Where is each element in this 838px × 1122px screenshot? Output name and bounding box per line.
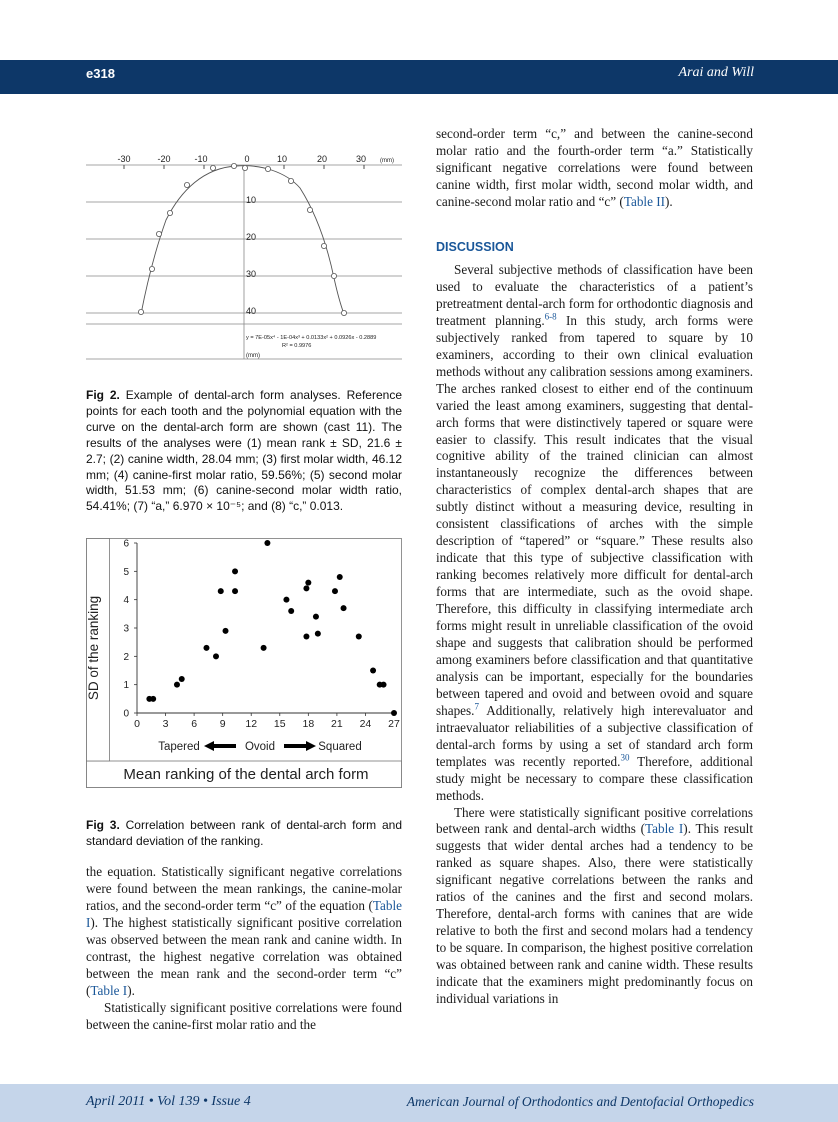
data-point bbox=[218, 588, 224, 594]
data-point bbox=[370, 668, 376, 674]
figure-2-caption-text: Example of dental-arch form analyses. Reference points for each tooth and the polynomial equation with the curve on the dental-arch form are shown (cast 11). The results of the analyses were (1) mean rank ± SD, 21.6 ± 2.7; (2) canine width, 28.04 mm; (3) first molar width, 46.12 mm; (4) canine-first molar ratio, 59.56%; (5) second molar width, 51.53 mm; (6) canine-second molar width ratio, 54.41%; (7) “a,” 6.970 × 10⁻⁵; and (8) “c,” 0.013. bbox=[86, 388, 402, 514]
table-reference[interactable]: Table I bbox=[90, 982, 128, 998]
arch-y-tick: 30 bbox=[246, 269, 257, 279]
arch-x-tick: -10 bbox=[194, 154, 208, 164]
data-point bbox=[381, 682, 387, 688]
table-reference[interactable]: Table II bbox=[623, 193, 666, 209]
x-tick-label: 12 bbox=[245, 718, 258, 730]
arch-reference-point bbox=[184, 182, 189, 187]
arch-x-unit: (mm) bbox=[380, 158, 394, 164]
data-point bbox=[223, 628, 229, 634]
data-point bbox=[337, 574, 343, 580]
arch-reference-point bbox=[210, 165, 215, 170]
x-tick-label: 21 bbox=[331, 718, 343, 730]
data-point bbox=[179, 676, 185, 682]
x-tick-label: 9 bbox=[219, 718, 226, 730]
arch-reference-point bbox=[307, 207, 312, 212]
arch-reference-point bbox=[288, 178, 293, 183]
arch-x-tick: -30 bbox=[117, 154, 131, 164]
data-point bbox=[264, 540, 270, 546]
data-point bbox=[213, 653, 219, 659]
left-paragraph-2: Statistically significant positive correlations were found between the canine-first molar ratio and the bbox=[86, 999, 402, 1032]
text-run: Therefore, additional study might be necessary to compare these classification methods. bbox=[436, 753, 753, 803]
citation[interactable]: 6-8 bbox=[544, 311, 557, 322]
x-tick-label: 6 bbox=[191, 718, 198, 730]
x-tick-label: 3 bbox=[162, 718, 169, 730]
data-point bbox=[174, 682, 180, 688]
data-point bbox=[332, 588, 338, 594]
arch-x-tick: -20 bbox=[157, 154, 171, 164]
figure-3-label: Fig 3. bbox=[86, 818, 120, 832]
issue-info: April 2011 • Vol 139 • Issue 4 bbox=[86, 1094, 251, 1109]
figure-3-caption bbox=[86, 818, 402, 850]
data-point bbox=[303, 585, 309, 591]
discussion-paragraph-2 bbox=[436, 805, 753, 1008]
data-point bbox=[203, 645, 209, 651]
data-point bbox=[305, 580, 311, 586]
data-point bbox=[261, 645, 267, 651]
arch-reference-point bbox=[231, 163, 236, 168]
right-paragraph-0 bbox=[436, 126, 753, 211]
arch-reference-point bbox=[149, 266, 154, 271]
data-point bbox=[232, 568, 238, 574]
polynomial-equation: y = 7E-05x⁴ - 1E-04x³ + 0.0133x² + 0.0926x - 0.2889 bbox=[246, 335, 377, 341]
data-point bbox=[391, 710, 397, 716]
text-run: Additionally, relatively high interevaluator and intraevaluator reliabilities of a subjective classification of dental-arch forms by using a set of standard arch form templates was recently reported. bbox=[436, 702, 753, 769]
data-point bbox=[356, 634, 362, 640]
left-column-body bbox=[86, 864, 402, 1034]
running-authors: Arai and Will bbox=[678, 65, 754, 80]
arch-form-svg bbox=[86, 128, 402, 360]
arch-y-tick: 20 bbox=[246, 232, 257, 242]
data-point bbox=[313, 614, 319, 620]
arch-reference-point bbox=[331, 273, 336, 278]
citation[interactable]: 7 bbox=[474, 701, 479, 712]
scale-label-squared: Squared bbox=[318, 741, 362, 753]
figure-3-caption-text: Correlation between rank of dental-arch form and standard deviation of the ranking. bbox=[86, 818, 402, 848]
text-run: ). bbox=[665, 193, 673, 209]
figure-2-arch-plot bbox=[86, 128, 402, 360]
arch-x-tick: 20 bbox=[316, 154, 328, 164]
figure-2-label: Fig 2. bbox=[86, 388, 120, 402]
discussion-paragraph-1 bbox=[436, 262, 753, 805]
citation[interactable]: 30 bbox=[620, 752, 630, 763]
scale-label-ovoid: Ovoid bbox=[244, 741, 276, 753]
arch-x-tick: 10 bbox=[276, 154, 288, 164]
figure-2-caption bbox=[86, 388, 402, 515]
running-header bbox=[0, 60, 838, 94]
right-column-top bbox=[436, 126, 753, 211]
text-run: There were statistically significant positive correlations between rank and dental-arch widths ( bbox=[436, 804, 753, 837]
arch-y-tick: 10 bbox=[246, 195, 257, 205]
text-run: ). This result suggests that wider dental arches had a tendency to be ranked as square shapes. Also, there were statistically significant negative correlations between the ranks and ratios of the canines and the first and second molars. Therefore, dental-arch forms with canines that are wide relative to both the first and second molars had a tendency to be square. In comparison, the highest positive correlation was obtained between rank and canine width. These results indicate that the examiners might predominantly focus on individual variations in bbox=[436, 821, 753, 1006]
journal-name: American Journal of Orthodontics and Dentofacial Orthopedics bbox=[406, 1094, 754, 1109]
arch-x-tick: 30 bbox=[355, 154, 367, 164]
left-paragraph-1 bbox=[86, 864, 402, 1000]
x-tick-label: 27 bbox=[388, 718, 400, 730]
text-run: Several subjective methods of classification have been used to evaluate the characteristics of a patient’s pretreatment dental-arch form for orthodontic diagnosis and treatment planning. bbox=[436, 262, 753, 328]
arch-reference-point bbox=[242, 165, 247, 170]
y-axis-label: SD of the ranking bbox=[86, 595, 101, 701]
y-tick-label: 5 bbox=[123, 566, 129, 578]
x-tick-label: 24 bbox=[359, 718, 372, 730]
arch-reference-point bbox=[167, 210, 172, 215]
data-point bbox=[150, 696, 156, 702]
text-run: the equation. Statistically significant negative correlations were found between the mean rankings, the canine-molar ratios, and the second-order term “c” of the equation ( bbox=[86, 864, 402, 913]
y-tick-label: 3 bbox=[123, 623, 129, 635]
page-number: e318 bbox=[86, 66, 115, 81]
arch-y-tick: 40 bbox=[246, 306, 257, 316]
text-run: In this study, arch forms were subjectively ranked from tapered to square by 10 examiners, according to their own clinical evaluation methods without any calibration sessions among examiners. The arches ranked closest to either end of the continuum varied the least among examiners, suggesting that dental-arch forms that were distinctively tapered or square were easier to classify. This result indicates that the visual cognitive ability of the trained clinician can almost instantaneously recognize the differences between characteristics of complex dental-arch shapes that are subtly distinct without a measuring device, resulting in consistent classifications of arches with the simple description of “tapered” or “square.” These results also indicate that this type of subjective classification with ranking becomes relatively more difficult for dental-arch forms that are intermediate, such as the ovoid shape. Therefore, this difficulty in classifying intermediate arch forms might result in unreliable classification of the ovoid shape and suggests that calibration should be performed among examiners before classification and that quantitative analysis can be important, especially for the boundaries between tapered and ovoid and between ovoid and square shapes. bbox=[436, 312, 753, 718]
arch-reference-point bbox=[156, 231, 161, 236]
text-run: ). bbox=[127, 982, 135, 998]
right-column-discussion bbox=[436, 262, 753, 1008]
data-point bbox=[283, 597, 289, 603]
scatter-chart-svg bbox=[86, 538, 402, 788]
scale-label-tapered: Tapered bbox=[158, 741, 200, 753]
y-tick-label: 4 bbox=[123, 595, 129, 607]
arch-x-tick: 0 bbox=[244, 154, 250, 164]
y-tick-label: 1 bbox=[123, 680, 129, 692]
x-axis-label: Mean ranking of the dental arch form bbox=[123, 766, 369, 783]
text-run: second-order term “c,” and between the canine-second molar ratio and the fourth-order term “a.” Statistically significant negative correlations were found between canine width, first molar width, second molar width, and canine-second molar ratio and “c” ( bbox=[436, 126, 753, 209]
r-squared: R² = 0.9976 bbox=[282, 343, 312, 349]
arch-reference-point bbox=[321, 243, 326, 248]
y-tick-label: 6 bbox=[123, 538, 129, 550]
y-tick-label: 0 bbox=[123, 708, 129, 720]
text-run: ). The highest statistically significant positive correlation was observed between the mean rank and canine width. In contrast, the highest negative correlation was obtained between the mean rank and the second-order term “c” ( bbox=[86, 914, 402, 998]
data-point bbox=[232, 588, 238, 594]
x-tick-label: 0 bbox=[134, 718, 140, 730]
data-point bbox=[288, 608, 294, 614]
data-point bbox=[303, 634, 309, 640]
data-point bbox=[341, 605, 347, 611]
running-footer bbox=[0, 1084, 838, 1122]
table-reference[interactable]: Table I bbox=[645, 821, 684, 837]
data-point bbox=[315, 631, 321, 637]
arch-reference-point bbox=[265, 166, 270, 171]
section-heading-discussion: DISCUSSION bbox=[436, 240, 514, 254]
table-reference[interactable]: Table I bbox=[86, 897, 402, 930]
arch-reference-point bbox=[341, 310, 346, 315]
arch-reference-point bbox=[138, 309, 143, 314]
x-tick-label: 18 bbox=[302, 718, 315, 730]
arch-y-unit: (mm) bbox=[246, 353, 260, 359]
x-tick-label: 15 bbox=[273, 718, 286, 730]
figure-3-scatter bbox=[86, 538, 402, 788]
y-tick-label: 2 bbox=[123, 651, 129, 663]
